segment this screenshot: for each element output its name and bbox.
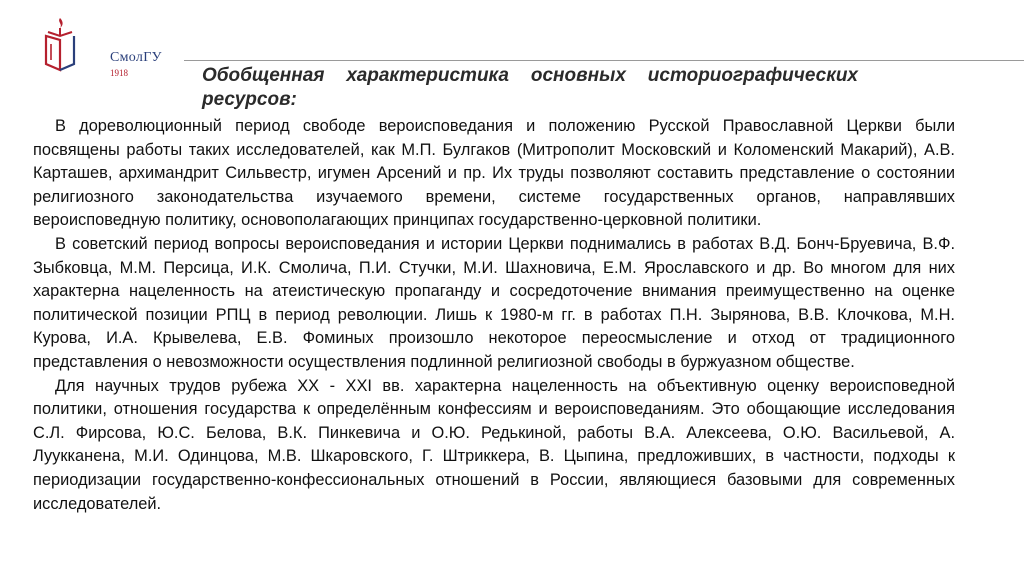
header-divider (184, 60, 1024, 61)
book-flame-icon (38, 14, 78, 72)
paragraph-prerevolutionary: В дореволюционный период свободе вероисповедания и положению Русской Православной Церкви были посвящены работы таких исследователей, как М.П. Булгаков (Митрополит Московский и Коломенский Макарий), А.В. Карташев, архимандрит Сильвестр, игумен Арсений и пр. Их труды позволяют составить представление о состоянии религиозного законодательства изучаемого времени, системе государственных органов, направлявших вероисповедную политику, основополагающих принципах государственно-церковной политики. (33, 117, 955, 230)
slide-title: Обобщенная характеристика основных историографических ресурсов: (202, 65, 858, 110)
paragraph-soviet: В советский период вопросы вероисповедания и истории Церкви поднимались в работах В.Д. Бонч-Бруевича, В.Ф. Зыбковца, М.М. Персица, И.К. Смолича, П.И. Стучки, М.И. Шахновича, Е.М. Ярославского и др. Во многом для них характерна нацеленность на атеистическую пропаганду и сосредоточение внимания преимущественно на оценке политической позиции РПЦ в период революции. Лишь к 1980-м гг. в работах П.Н. Зырянова, В.В. Клочкова, М.Н. Курова, И.А. Крывелева, Е.В. Фоминых произошло некоторое переосмысление и отход от традиционного представления о невозможности осуществления подлинной религиозной свободы в буржуазном обществе. (33, 234, 955, 371)
logo-name: СмолГУ (110, 50, 162, 65)
slide-body (33, 115, 955, 516)
paragraph-modern: Для научных трудов рубежа XX - XXI вв. характерна нацеленность на объективную оценку вероисповедной политики, отношения государства к определённым конфессиям и вероисповеданиям. Это обощающие исследования С.Л. Фирсова, Ю.С. Белова, В.К. Пинкевича и О.Ю. Редькиной, работы В.А. Алексеева, О.Ю. Васильевой, А. Луукканена, М.И. Одинцова, М.В. Шкаровского, Г. Штриккера, В. Цыпина, предложивших, в частности, подходы к периодизации государственно-конфессиональных отношений в России, являющиеся базовыми для современных исследователей. (33, 376, 955, 513)
university-logo (38, 14, 162, 78)
logo-year: 1918 (110, 68, 128, 78)
